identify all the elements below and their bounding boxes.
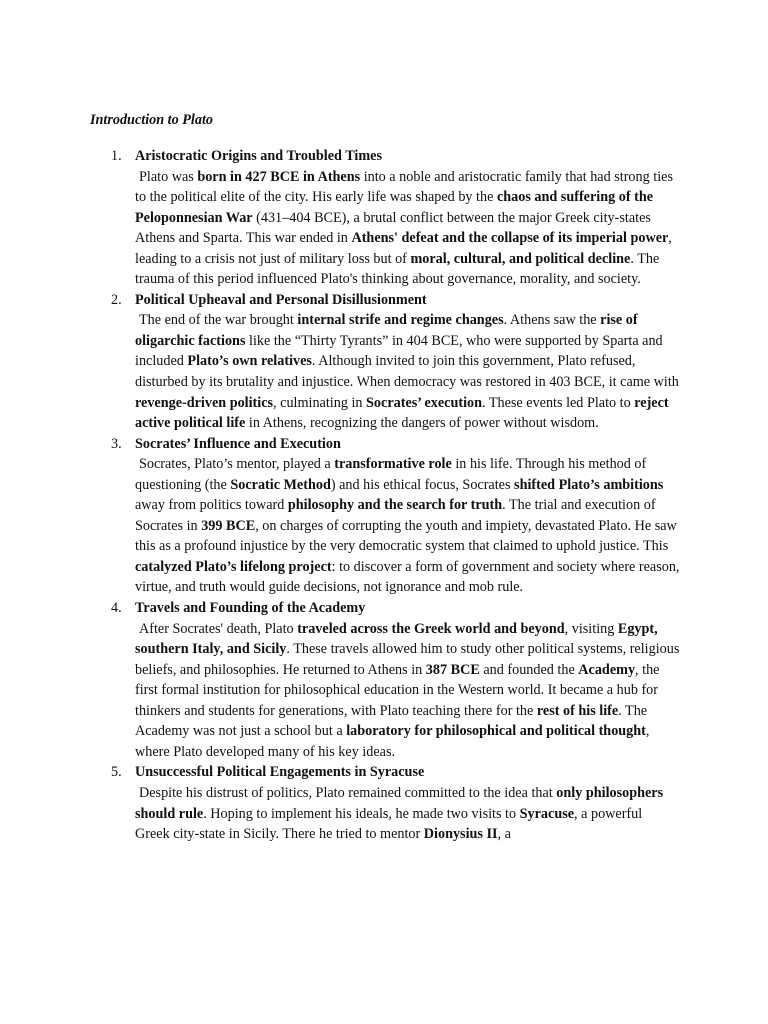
text-run: , culminating in xyxy=(273,394,367,411)
bold-text-run: Socratic Method xyxy=(230,476,331,493)
section-body xyxy=(135,146,680,290)
bold-text-run: Academy xyxy=(578,661,636,678)
text-run: . The Academy was not just a school but a xyxy=(135,702,648,740)
bold-text-run: Plato’s own relatives xyxy=(187,353,312,370)
bold-text-run: catalyzed Plato’s lifelong project xyxy=(135,558,332,575)
section-number: 1. xyxy=(111,148,122,164)
text-run: , the first formal institution for philosophical education in the Western world. It became a hub for thinkers and students for generations, with Plato teaching there for the xyxy=(135,661,660,719)
section-paragraph xyxy=(135,619,680,763)
section-heading: Unsuccessful Political Engagements in Syracuse xyxy=(135,764,425,781)
section-item xyxy=(0,762,768,844)
section-paragraph xyxy=(135,167,680,290)
text-run: . Although invited to join this government, Plato refused, disturbed by its brutality and injustice. When democracy was restored in 403 BCE, it came with xyxy=(135,353,679,391)
bold-text-run: shifted Plato’s ambitions xyxy=(514,476,664,493)
document-title: Introduction to Plato xyxy=(90,112,213,128)
section-paragraph xyxy=(135,310,680,433)
text-run: away from politics toward xyxy=(135,497,288,514)
bold-text-run: laboratory for philosophical and political thought xyxy=(346,723,646,740)
text-run: Socrates, Plato’s mentor, played a xyxy=(139,456,335,473)
bold-text-run: Socrates’ execution xyxy=(366,394,483,411)
text-run: . The trial and execution of Socrates in xyxy=(135,497,656,534)
bold-text-run: Dionysius II xyxy=(423,826,498,843)
section-body xyxy=(135,290,680,434)
bold-text-run: Egypt, southern Italy, and Sicily xyxy=(135,620,658,658)
bold-text-run: internal strife and regime changes xyxy=(297,312,504,329)
bold-text-run: moral, cultural, and political decline xyxy=(410,250,631,267)
section-body xyxy=(135,598,680,762)
bold-text-run: only philosophers should rule xyxy=(135,784,664,822)
text-run: . Athens saw the xyxy=(503,312,601,329)
section-heading: Political Upheaval and Personal Disillusionment xyxy=(135,291,427,308)
bold-text-run: philosophy and the search for truth xyxy=(287,497,503,514)
text-run: The end of the war brought xyxy=(139,312,298,329)
text-run: : to discover a form of government and society where reason, virtue, and truth would guide decisions, not ignorance and mob rule. xyxy=(135,558,680,596)
section-item xyxy=(0,290,768,434)
bold-text-run: rest of his life xyxy=(536,702,619,719)
section-number: 4. xyxy=(111,600,122,617)
text-run: Plato was xyxy=(139,168,198,185)
text-run: like the “Thirty Tyrants” in 404 BCE, who were supported by Sparta and included xyxy=(135,332,663,370)
section-item xyxy=(0,434,768,598)
text-run: , a xyxy=(497,826,511,843)
text-run: Despite his distrust of politics, Plato remained committed to the idea that xyxy=(139,784,557,801)
bold-text-run: born in 427 BCE in Athens xyxy=(197,168,361,185)
text-run: , a powerful Greek city-state in Sicily. There he tried to mentor xyxy=(135,805,643,843)
section-heading: Socrates’ Influence and Execution xyxy=(135,435,341,452)
bold-text-run: 387 BCE xyxy=(425,661,480,678)
section-item xyxy=(0,598,768,762)
bold-text-run: rise of oligarchic factions xyxy=(135,312,638,349)
text-run: , leading to a crisis not just of military loss but of xyxy=(135,230,672,267)
text-run: . These travels allowed him to study other political systems, religious beliefs, and philosophies. He returned to Athens in xyxy=(135,641,680,678)
text-run: . Hoping to implement his ideals, he made two visits to xyxy=(203,805,520,822)
text-run: in his life. Through his method of questioning (the xyxy=(135,456,647,493)
section-paragraph xyxy=(135,783,680,845)
text-run: , on charges of corrupting the youth and impiety, devastated Plato. He saw this as a profound injustice by the very democratic system that claimed to uphold justice. This xyxy=(135,517,677,555)
bold-text-run: Syracuse xyxy=(519,805,575,822)
section-number: 3. xyxy=(111,435,122,452)
text-run: (431–404 BCE), a brutal conflict between the major Greek city-states Athens and Sparta. This war ended in xyxy=(135,209,651,247)
section-item xyxy=(0,146,768,290)
section-body xyxy=(135,434,680,598)
bold-text-run: revenge-driven politics xyxy=(135,394,274,411)
bold-text-run: 399 BCE xyxy=(201,517,256,534)
section-paragraph xyxy=(135,454,680,598)
text-run: , visiting xyxy=(564,620,618,637)
text-run: , where Plato developed many of his key ideas. xyxy=(135,723,650,760)
bold-text-run: transformative role xyxy=(334,456,452,473)
text-run: After Socrates' death, Plato xyxy=(139,620,298,637)
text-run: . The trauma of this period influenced Plato's thinking about governance, morality, and society. xyxy=(135,250,660,288)
section-number: 5. xyxy=(111,764,122,781)
section-list xyxy=(0,146,768,845)
text-run: . These events led Plato to xyxy=(482,394,635,411)
section-heading: Aristocratic Origins and Troubled Times xyxy=(135,148,382,164)
section-body xyxy=(135,762,680,844)
bold-text-run: reject active political life xyxy=(135,394,669,432)
bold-text-run: Athens' defeat and the collapse of its imperial power xyxy=(351,230,669,247)
bold-text-run: chaos and suffering of the Peloponnesian War xyxy=(135,189,654,226)
text-run: ) and his ethical focus, Socrates xyxy=(330,476,515,493)
bold-text-run: traveled across the Greek world and beyond xyxy=(297,620,565,637)
text-run: into a noble and aristocratic family that had strong ties to the political elite of the city. His early life was shaped by the xyxy=(135,168,673,206)
text-run: in Athens, recognizing the dangers of power without wisdom. xyxy=(245,415,599,432)
section-heading: Travels and Founding of the Academy xyxy=(135,600,366,617)
section-number: 2. xyxy=(111,291,122,308)
text-run: and founded the xyxy=(479,661,579,678)
